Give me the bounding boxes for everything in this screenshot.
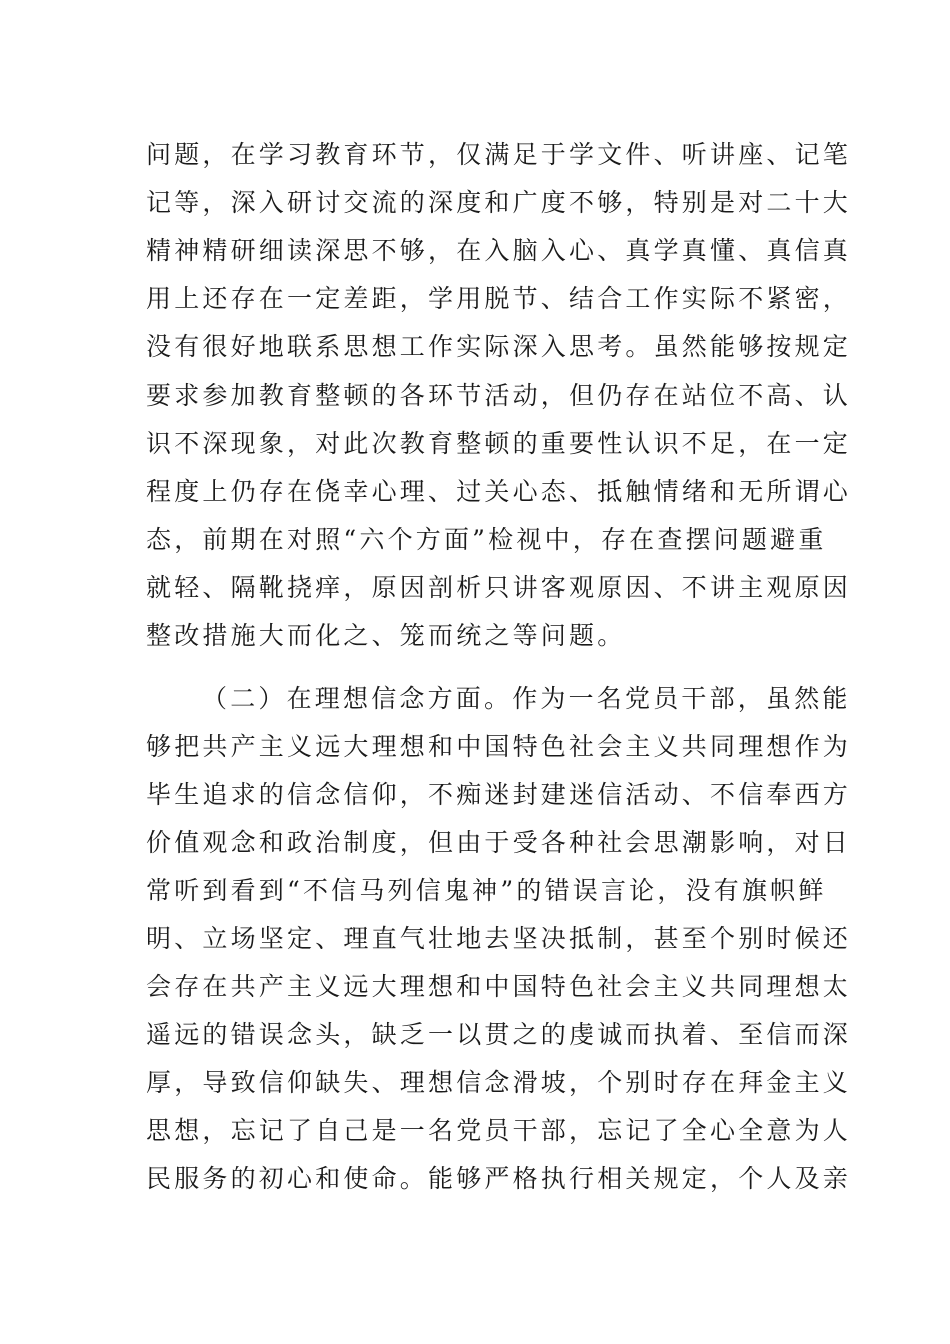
- text-line: 精神精研细读深思不够，在入脑入心、真学真懂、真信真: [146, 236, 852, 265]
- text-line: 毕生追求的信念信仰，不痴迷封建迷信活动、不信奉西方: [146, 780, 852, 809]
- text-line: 思想，忘记了自己是一名党员干部，忘记了全心全意为人: [146, 1116, 852, 1145]
- text-line: 明、立场坚定、理直气壮地去坚决抵制，甚至个别时候还: [146, 924, 852, 953]
- text-line: 民服务的初心和使命。能够严格执行相关规定，个人及亲: [146, 1164, 852, 1193]
- text-line: 没有很好地联系思想工作实际深入思考。虽然能够按规定: [146, 332, 852, 361]
- text-line: 用上还存在一定差距，学用脱节、结合工作实际不紧密，: [146, 284, 852, 313]
- text-line: 问题，在学习教育环节，仅满足于学文件、听讲座、记笔: [146, 140, 852, 169]
- text-line: 厚，导致信仰缺失、理想信念滑坡，个别时存在拜金主义: [146, 1068, 852, 1097]
- text-line: 价值观念和政治制度，但由于受各种社会思潮影响，对日: [146, 828, 852, 857]
- text-line: 记等，深入研讨交流的深度和广度不够，特别是对二十大: [146, 188, 852, 217]
- text-line: 整改措施大而化之、笼而统之等问题。: [146, 621, 626, 650]
- text-line: 常听到看到“不信马列信鬼神”的错误言论，没有旗帜鲜: [146, 876, 827, 905]
- text-line: 会存在共产主义远大理想和中国特色社会主义共同理想太: [146, 972, 852, 1001]
- section-heading-line: （二）在理想信念方面。作为一名党员干部，虽然能: [202, 684, 851, 713]
- text-line: 够把共产主义远大理想和中国特色社会主义共同理想作为: [146, 732, 852, 761]
- text-line: 要求参加教育整顿的各环节活动，但仍存在站位不高、认: [146, 381, 852, 410]
- text-line: 就轻、隔靴挠痒，原因剖析只讲客观原因、不讲主观原因: [146, 573, 852, 602]
- text-line: 态，前期在对照“六个方面”检视中，存在查摆问题避重: [146, 525, 827, 554]
- text-line: 识不深现象，对此次教育整顿的重要性认识不足，在一定: [146, 429, 852, 458]
- text-line: 程度上仍存在侥幸心理、过关心态、抵触情绪和无所谓心: [146, 477, 852, 506]
- text-line: 遥远的错误念头，缺乏一以贯之的虔诚而执着、至信而深: [146, 1020, 852, 1049]
